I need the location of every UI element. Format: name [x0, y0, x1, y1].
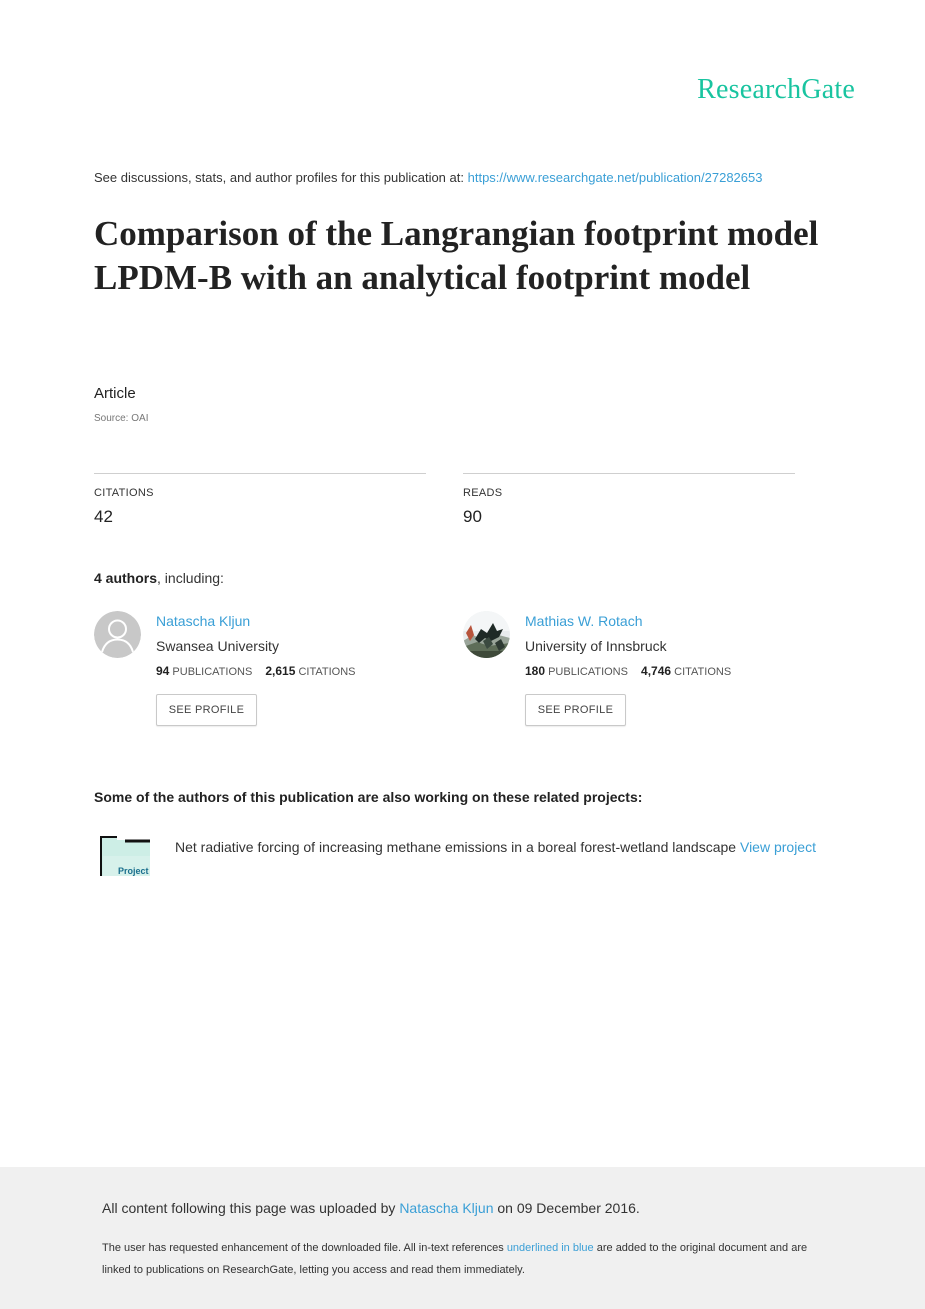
see-profile-button[interactable]: SEE PROFILE — [525, 694, 626, 726]
project-title: Net radiative forcing of increasing methane emissions in a boreal forest-wetland landscape — [175, 839, 737, 855]
citations-count: 42 — [94, 507, 113, 526]
related-projects-heading: Some of the authors of this publication are also working on these related projects: — [94, 789, 643, 805]
citations-stat — [94, 473, 426, 527]
author-citations-count: 4,746 — [641, 664, 672, 678]
reads-stat — [463, 473, 795, 527]
upload-prefix: All content following this page was uploaded by — [102, 1200, 396, 1216]
author-institution: University of Innsbruck — [525, 638, 667, 654]
reads-label: READS — [463, 487, 503, 499]
upload-footer — [0, 1167, 925, 1309]
upload-info — [102, 1200, 640, 1216]
author-citations-label: CITATIONS — [298, 666, 356, 678]
enhancement-note — [102, 1237, 832, 1281]
related-project-item — [175, 834, 825, 860]
author-citations-label: CITATIONS — [674, 666, 732, 678]
view-project-link[interactable]: View project — [739, 839, 816, 855]
publication-url-link[interactable]: https://www.researchgate.net/publication/27282653 — [467, 170, 763, 185]
project-icon-label: Project — [118, 866, 149, 876]
discussion-line — [94, 170, 762, 185]
publication-type: Article — [94, 385, 136, 402]
publication-source: Source: OAI — [94, 413, 149, 424]
photo-avatar-icon[interactable] — [463, 611, 510, 658]
author-name-link[interactable]: Natascha Kljun — [156, 613, 251, 629]
author-citations-count: 2,615 — [265, 664, 296, 678]
researchgate-logo[interactable]: ResearchGate — [697, 74, 855, 105]
authors-suffix: , including: — [157, 570, 224, 586]
author-publications-count: 180 — [525, 664, 546, 678]
author-publications-count: 94 — [156, 664, 170, 678]
author-name-link[interactable]: Mathias W. Rotach — [525, 613, 643, 629]
author-institution: Swansea University — [156, 638, 279, 654]
upload-suffix: on 09 December 2016. — [497, 1200, 640, 1216]
authors-summary — [94, 570, 224, 586]
author-publications-label: PUBLICATIONS — [172, 666, 253, 678]
default-user-avatar-icon[interactable] — [94, 611, 141, 658]
uploader-link[interactable]: Natascha Kljun — [399, 1200, 494, 1216]
author-publications-label: PUBLICATIONS — [548, 666, 628, 678]
authors-count: 4 authors — [94, 570, 158, 586]
note-after: are added to the original document and are linked to publications on ResearchGate, letting you access and read them immediately. — [102, 1242, 808, 1276]
discussion-intro: See discussions, stats, and author profiles for this publication at: — [94, 170, 464, 185]
project-folder-icon[interactable] — [100, 836, 150, 876]
see-profile-button[interactable]: SEE PROFILE — [156, 694, 257, 726]
reads-count: 90 — [463, 507, 482, 526]
author-stats — [525, 664, 825, 678]
note-before: The user has requested enhancement of the downloaded file. All in-text references — [102, 1242, 504, 1254]
citations-label: CITATIONS — [94, 487, 154, 499]
note-underlined-link[interactable]: underlined in blue — [506, 1242, 594, 1254]
publication-title: Comparison of the Langrangian footprint model LPDM-B with an analytical footprint model — [94, 214, 819, 297]
author-stats — [156, 664, 456, 678]
